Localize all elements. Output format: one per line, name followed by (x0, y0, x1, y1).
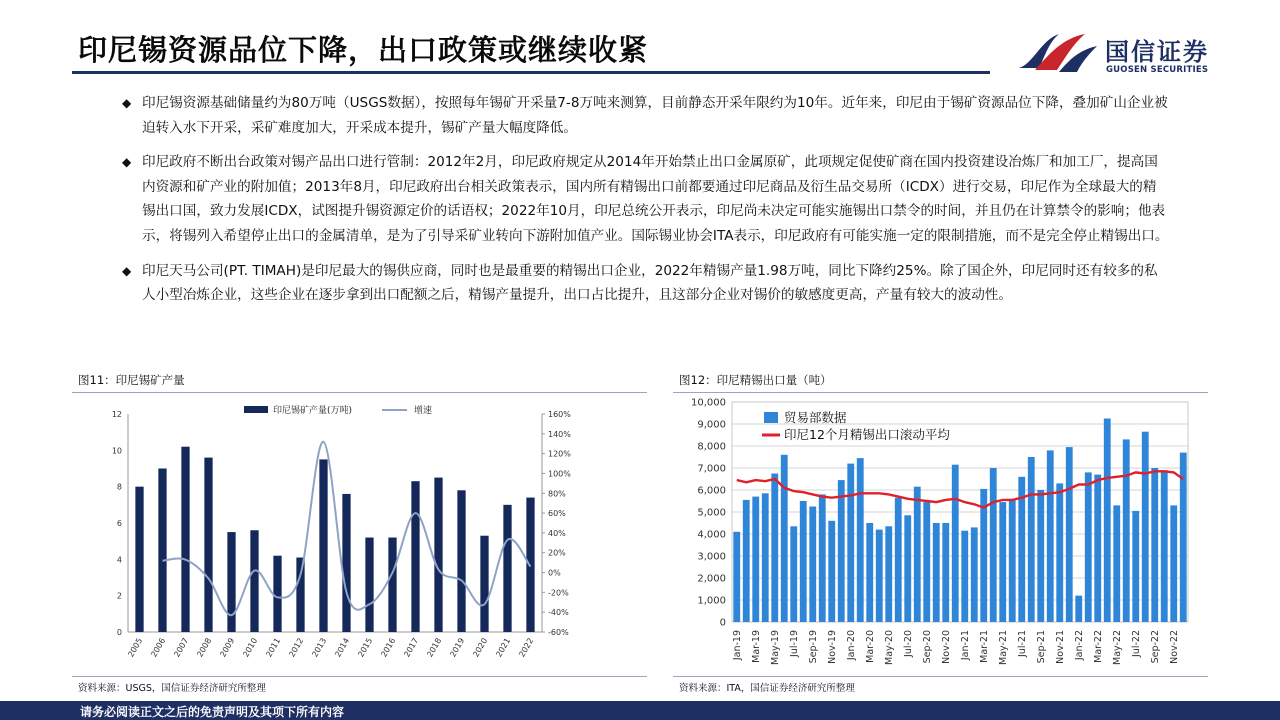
bar (342, 494, 350, 632)
bar (1094, 475, 1101, 622)
bar (296, 558, 304, 632)
x-tick-label: 2015 (356, 636, 375, 659)
x-tick-label: 2022 (517, 636, 536, 659)
figure-11-source-rule (72, 676, 647, 677)
y-right-tick-label: 0% (548, 568, 561, 578)
x-tick-label: May-19 (769, 630, 781, 665)
bullet-text: 印尼政府不断出台政策对锡产品出口进行管制：2012年2月，印尼政府规定从2014年开始禁止出口金属原矿，此项规定促使矿商在国内投资建设冶炼厂和加工厂，提高国内资源和矿产业的附加值；2013年8月，印尼政府出台相关政策表示，国内所有精锡出口前都要通过印尼商品及衍生品交易所（ICDX）进行交易，印尼作为全球最大的精锡出口国，致力发展ICDX，试图提升锡资源定价的话语权；2022年10月，印尼总统公开表示，印尼尚未决定可能实施锡出口禁令的时间，并且仍在计算禁令的影响；他表示，将锡列入希望停止出口的金属清单，是为了引导采矿业转向下游附加值产业。国际锡业协会ITA表示，印尼政府有可能实施一定的限制措施，而不是完全停止精锡出口。 (142, 154, 1169, 244)
x-tick-label: 2018 (425, 636, 444, 659)
bar (866, 523, 873, 622)
x-tick-label: Mar-22 (1092, 630, 1104, 663)
y-right-tick-label: 140% (548, 429, 571, 439)
x-tick-label: Jul-21 (1016, 630, 1028, 657)
y-right-tick-label: 40% (548, 528, 566, 538)
bar (999, 502, 1006, 622)
y-tick-label: 1,000 (697, 595, 726, 607)
figure-11-rule (72, 392, 647, 393)
page-title: 印尼锡资源品位下降，出口政策或继续收紧 (78, 33, 649, 67)
y-right-tick-label: 60% (548, 509, 566, 519)
y-left-tick-label: 0 (116, 628, 122, 637)
x-tick-label: 2007 (172, 636, 191, 659)
title-divider (72, 71, 990, 74)
diamond-bullet-icon: ◆ (122, 96, 132, 110)
bar (319, 459, 327, 632)
bar (480, 536, 488, 632)
x-tick-label: Sep-19 (807, 630, 819, 664)
bar (819, 494, 826, 622)
bar (790, 526, 797, 622)
y-right-tick-label: 80% (548, 489, 566, 499)
y-right-tick-label: -60% (548, 628, 569, 637)
bullet-text: 印尼天马公司(PT. TIMAH)是印尼最大的锡供应商，同时也是最重要的精锡出口企业，2022年精锡产量1.98万吨，同比下降约25%。除了国企外，印尼同时还有较多的私人小型冶炼企业，这些企业在逐步拿到出口配额之后，精锡产量提升，出口占比提升，且这部分企业对锡价的敏感度更高，产量有较大的波动性。 (142, 262, 1158, 304)
x-tick-label: 2012 (287, 636, 306, 659)
x-tick-label: Sep-22 (1149, 630, 1161, 664)
y-tick-label: 4,000 (697, 529, 726, 541)
y-left-tick-label: 8 (116, 482, 122, 492)
diamond-bullet-icon: ◆ (122, 155, 132, 170)
bullet-item (122, 91, 1170, 140)
x-tick-label: Nov-20 (940, 630, 952, 664)
bar (942, 523, 949, 622)
x-tick-label: 2016 (379, 636, 398, 659)
bar (885, 526, 892, 622)
y-tick-label: 2,000 (697, 573, 726, 585)
bar (526, 498, 534, 632)
chart-11-svg (72, 398, 650, 673)
x-tick-label: 2011 (264, 636, 283, 659)
y-left-tick-label: 4 (116, 555, 122, 565)
y-tick-label: 10,000 (691, 397, 726, 409)
logo-en-text: GUOSEN SECURITIES (1106, 65, 1209, 75)
bar (904, 515, 911, 622)
bar (952, 465, 959, 622)
bar (1066, 447, 1073, 622)
legend-bar-swatch (764, 412, 778, 423)
guosen-logo (1015, 26, 1235, 80)
bar (411, 481, 419, 632)
x-tick-label: 2005 (126, 636, 145, 659)
bar (1132, 511, 1139, 622)
bar (781, 455, 788, 622)
bar (809, 507, 816, 623)
diamond-bullet-icon: ◆ (122, 263, 132, 278)
bar (1085, 472, 1092, 622)
bar (1151, 468, 1158, 622)
chart-12-svg (676, 392, 1208, 674)
y-tick-label: 6,000 (697, 485, 726, 497)
bar (1037, 490, 1044, 622)
x-tick-label: 2009 (218, 636, 237, 659)
bar (771, 474, 778, 623)
figure-12-caption: 图12：印尼精锡出口量（吨） (679, 373, 832, 387)
x-tick-label: Sep-21 (1035, 630, 1047, 664)
y-right-tick-label: 20% (548, 548, 566, 558)
x-tick-label: 2014 (333, 636, 352, 659)
bar (752, 497, 759, 622)
y-tick-label: 5,000 (697, 507, 726, 519)
bullet-list (122, 91, 1170, 318)
footer-bar (0, 701, 1280, 720)
bar (895, 498, 902, 622)
y-right-tick-label: -20% (548, 588, 569, 598)
bar (990, 468, 997, 622)
legend-bar-label: 印尼锡矿产量(万吨) (273, 406, 353, 416)
x-tick-label: Jan-19 (731, 630, 743, 661)
bar (135, 487, 143, 632)
x-tick-label: Jul-20 (902, 630, 914, 657)
x-tick-label: Mar-19 (750, 630, 762, 663)
x-tick-label: 2010 (241, 636, 260, 659)
bar (1056, 483, 1063, 622)
x-tick-label: Sep-20 (921, 630, 933, 664)
figure-12-source-rule (673, 676, 1208, 677)
bullet-text: 印尼锡资源基础储量约为80万吨（USGS数据），按照每年锡矿开采量7-8万吨来测算，目前静态开采年限约为10年。近年来，印尼由于锡矿资源品位下降，叠加矿山企业被迫转入水下开采，采矿难度加大，开采成本提升，锡矿产量大幅度降低。 (142, 95, 1168, 136)
chart-indonesia-tin-mine-output (72, 398, 650, 677)
bullet-item (122, 150, 1170, 248)
x-tick-label: Jul-19 (788, 630, 800, 657)
x-tick-label: 2006 (149, 636, 168, 659)
legend-bar-swatch (244, 406, 268, 413)
bar (365, 538, 373, 632)
logo-cn-text: 国信证券 (1105, 38, 1209, 66)
x-tick-label: 2017 (402, 636, 421, 659)
bar (503, 505, 511, 632)
y-tick-label: 7,000 (697, 463, 726, 475)
x-tick-label: May-21 (997, 630, 1009, 665)
bar (1170, 505, 1177, 622)
y-left-tick-label: 2 (116, 591, 122, 601)
bar (762, 493, 769, 622)
bar (733, 532, 740, 622)
y-right-tick-label: 160% (548, 410, 571, 419)
x-tick-label: Nov-19 (826, 630, 838, 664)
legend-bar-label: 贸易部数据 (784, 410, 847, 425)
bar (1009, 499, 1016, 622)
x-tick-label: 2021 (494, 636, 513, 659)
x-tick-label: Mar-20 (864, 630, 876, 663)
bar (227, 532, 235, 632)
y-tick-label: 8,000 (697, 441, 726, 453)
x-tick-label: Jan-21 (959, 630, 971, 661)
x-tick-label: Jan-20 (845, 630, 857, 661)
figure-11-caption: 图11：印尼锡矿产量 (78, 373, 185, 387)
bar (923, 502, 930, 622)
y-left-tick-label: 12 (111, 410, 122, 419)
bar (1047, 450, 1054, 622)
y-right-tick-label: 100% (548, 469, 571, 479)
x-tick-label: 2019 (448, 636, 467, 659)
bar (158, 469, 166, 633)
bar (457, 490, 465, 632)
bar (743, 500, 750, 622)
x-tick-label: 2013 (310, 636, 329, 659)
x-tick-label: 2008 (195, 636, 214, 659)
bar (273, 556, 281, 632)
y-right-tick-label: 120% (548, 449, 571, 459)
y-tick-label: 9,000 (697, 419, 726, 431)
bar (204, 458, 212, 632)
bar (876, 530, 883, 622)
x-tick-label: May-22 (1111, 630, 1123, 665)
bar (838, 480, 845, 622)
legend-line-label: 增速 (414, 406, 433, 416)
bar (181, 447, 189, 632)
figure-12-source: 资料来源：ITA，国信证券经济研究所整理 (679, 683, 855, 694)
x-tick-label: Jan-22 (1073, 630, 1085, 661)
x-tick-label: Nov-21 (1054, 630, 1066, 664)
x-tick-label: Nov-22 (1168, 630, 1180, 664)
bar (1075, 596, 1082, 622)
bar (800, 501, 807, 622)
bar (971, 527, 978, 622)
guosen-logo-icon (1015, 28, 1099, 74)
bar (914, 487, 921, 622)
bar (1104, 419, 1111, 623)
x-tick-label: 2020 (471, 636, 490, 659)
legend-line-label: 印尼12个月精锡出口滚动平均 (784, 427, 950, 442)
bar (434, 478, 442, 632)
bar (1028, 457, 1035, 622)
chart-indonesia-refined-tin-exports (676, 392, 1208, 678)
bar (828, 521, 835, 622)
bar (847, 464, 854, 622)
figure-11-source: 资料来源：USGS，国信证券经济研究所整理 (78, 683, 266, 694)
y-tick-label: 0 (719, 617, 726, 629)
bar (961, 531, 968, 622)
bar (857, 458, 864, 622)
x-tick-label: May-20 (883, 630, 895, 665)
bar (1113, 505, 1120, 622)
footer-disclaimer: 请务必阅读正文之后的免责声明及其项下所有内容 (80, 705, 345, 719)
bar (1123, 439, 1130, 622)
x-tick-label: Jul-22 (1130, 630, 1142, 657)
y-tick-label: 3,000 (697, 551, 726, 563)
y-left-tick-label: 6 (116, 519, 122, 528)
y-right-tick-label: -40% (548, 608, 569, 618)
bar (250, 530, 258, 632)
bar (1142, 432, 1149, 622)
bar (388, 538, 396, 632)
bullet-item (122, 259, 1170, 308)
y-left-tick-label: 10 (111, 446, 122, 456)
bar (1161, 470, 1168, 622)
x-tick-label: Mar-21 (978, 630, 990, 663)
bar (933, 523, 940, 622)
